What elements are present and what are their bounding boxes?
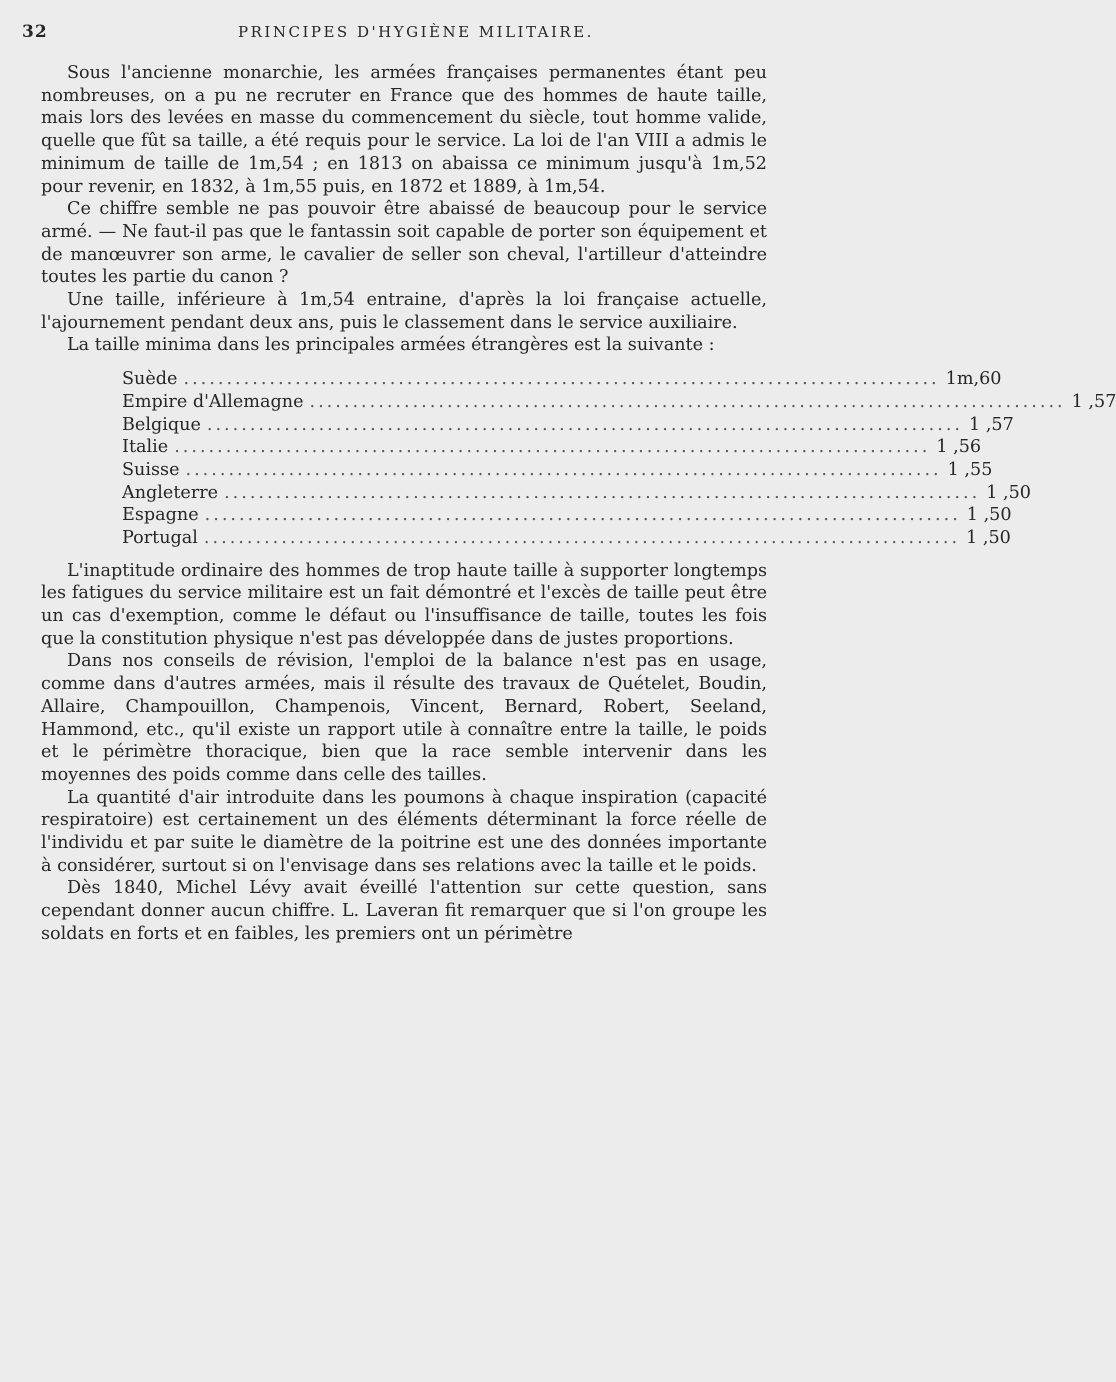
leader-dots: ........................................................................................ xyxy=(204,505,961,526)
leader-dots: ........................................................................................ xyxy=(309,391,1066,412)
leader-dots: ........................................................................................ xyxy=(224,482,981,503)
leader-dots: ........................................................................................ xyxy=(183,369,940,390)
country-name: Angleterre xyxy=(122,482,219,503)
country-name: Empire d'Allemagne xyxy=(122,391,304,412)
country-name: Italie xyxy=(122,437,169,458)
paragraph: Sous l'ancienne monarchie, les armées françaises permanentes étant peu nombreuses, on a pu ne recruter en France que des hommes de haute taille, mais lors des levées en masse du commencement du siècle, tout homme valide, quelle que fût sa taille, a été requis pour le service. La loi de l'an VIII a admis le minimum de taille de 1m,54 ; en 1813 on abaissa ce minimum jusqu'à 1m,52 pour revenir, en 1832, à 1m,55 puis, en 1872 et 1889, à 1m,54. xyxy=(41,63,767,197)
table-row xyxy=(122,482,1031,505)
paragraph: La quantité d'air introduite dans les poumons à chaque inspiration (capacité respiratoire) est certainement un des éléments déterminant la force réelle de l'individu et par suite le diamètre de la poitrine est une des données importante à considérer, surtout si on l'envisage dans ses relations avec la taille et le poids. xyxy=(41,787,767,876)
table-row xyxy=(122,459,993,482)
height-value: 1 ,57 xyxy=(969,414,1014,435)
height-value: 1 ,55 xyxy=(947,459,993,480)
page-body xyxy=(41,62,1116,946)
table-row xyxy=(122,368,1002,391)
paragraph: Ce chiffre semble ne pas pouvoir être abaissé de beaucoup pour le service armé. — Ne faut-il pas que le fantassin soit capable de porter son équipement et de manœuvrer son arme, le cavalier de seller son cheval, l'artilleur d'atteindre toutes les partie du canon ? xyxy=(41,199,767,288)
country-name: Suisse xyxy=(122,459,180,480)
table-row xyxy=(122,504,1012,527)
table-row xyxy=(122,414,1014,437)
table-row xyxy=(122,391,1116,414)
height-value: 1 ,50 xyxy=(966,505,1012,526)
page-number: 32 xyxy=(22,22,48,42)
leader-dots: ........................................................................................ xyxy=(174,437,931,458)
table-row xyxy=(122,527,1011,550)
height-value: 1 ,50 xyxy=(966,527,1011,548)
country-name: Belgique xyxy=(122,414,201,435)
paragraph: Dans nos conseils de révision, l'emploi de la balance n'est pas en usage, comme dans d'autres armées, mais il résulte des travaux de Quételet, Boudin, Allaire, Champouillon, Champenois, Vincent, Bernard, Robert, Seeland, Hammond, etc., qu'il existe un rapport utile à connaître entre la taille, le poids et le périmètre thoracique, bien que la race semble intervenir dans les moyennes des poids comme dans celle des tailles. xyxy=(41,651,767,785)
country-name: Portugal xyxy=(122,527,198,548)
leader-dots: ........................................................................................ xyxy=(185,459,942,480)
height-value: 1 ,57 xyxy=(1071,391,1116,412)
running-title: PRINCIPES D'HYGIÈNE MILITAIRE. xyxy=(238,23,594,41)
height-value: 1 ,50 xyxy=(986,482,1031,503)
country-name: Espagne xyxy=(122,505,199,526)
paragraph: Une taille, inférieure à 1m,54 entraine, d'après la loi française actuelle, l'ajournement pendant deux ans, puis le classement dans le service auxiliaire. xyxy=(41,290,767,333)
leader-dots: ........................................................................................ xyxy=(203,527,961,548)
paragraph: La taille minima dans les principales armées étrangères est la suivante : xyxy=(67,335,715,356)
paragraph: L'inaptitude ordinaire des hommes de trop haute taille à supporter longtemps les fatigues du service militaire est un fait démontré et l'excès de taille peut être un cas d'exemption, comme le défaut ou l'insuffisance de taille, toutes les fois que la constitution physique n'est pas développée dans de justes proportions. xyxy=(41,560,767,649)
page-header xyxy=(22,22,770,46)
table-row xyxy=(122,436,982,459)
height-value: 1m,60 xyxy=(945,369,1002,390)
minimum-height-table xyxy=(41,368,1116,550)
paragraph: Dès 1840, Michel Lévy avait éveillé l'attention sur cette question, sans cependant donner aucun chiffre. L. Laveran fit remarquer que si l'on groupe les soldats en forts et en faibles, les premiers ont un périmètre xyxy=(41,878,767,944)
country-name: Suède xyxy=(122,369,178,390)
height-value: 1 ,56 xyxy=(936,437,982,458)
leader-dots: ........................................................................................ xyxy=(206,414,964,435)
